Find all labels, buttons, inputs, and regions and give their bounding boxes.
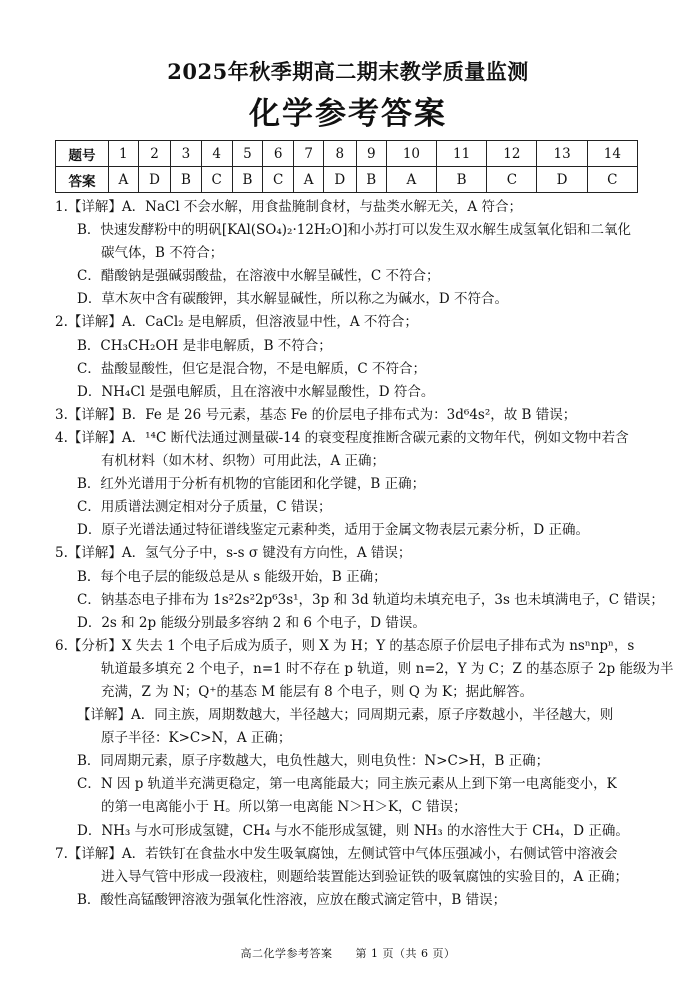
question-number-cell: 8 — [324, 141, 357, 167]
text-line: 碳气体，B 不符合； — [101, 245, 224, 262]
answer-cell: C — [487, 167, 537, 193]
text-line: 【详解】A．同主族，周期数越大，半径越大；同周期元素，原子序数越小，半径越大，则 — [77, 707, 614, 724]
question-number-cell: 3 — [171, 141, 201, 167]
question-number-cell: 6 — [262, 141, 293, 167]
question-number-cell: 12 — [487, 141, 537, 167]
text-line: 充满，Z 为 N；Q⁺的基态 M 能层有 8 个电子，则 Q 为 K；据此解答。 — [101, 683, 534, 700]
question-number-cell: 14 — [587, 141, 637, 167]
text-line: 4.【详解】A．¹⁴C 断代法通过测量碳-14 的衰变程度推断含碳元素的文物年代，例如文物中若含 — [55, 429, 629, 446]
text-line: B．每个电子层的能级总是从 s 能级开始，B 正确； — [77, 568, 387, 585]
text-line: C．醋酸钠是强碱弱酸盐，在溶液中水解呈碱性，C 不符合； — [77, 268, 440, 285]
text-line: B．同周期元素，原子序数越大，电负性越大，则电负性：N>C>H，B 正确； — [77, 753, 550, 770]
answer-row-label: 答案 — [56, 167, 109, 193]
text-line: D．草木灰中含有碳酸钾，其水解显碱性，所以称之为碱水，D 不符合。 — [77, 291, 508, 308]
question-number-cell: 1 — [109, 141, 139, 167]
text-line: B．快速发酵粉中的明矾[KAl(SO₄)₂·12H₂O]和小苏打可以发生双水解生成氢氧化铝和二氧化 — [77, 222, 631, 239]
text-line: 有机材料（如木材、织物）可用此法，A 正确； — [101, 453, 386, 470]
answer-cell: C — [201, 167, 232, 193]
text-line: 5.【详解】A．氢气分子中，s-s σ 键没有方向性，A 错误； — [55, 545, 412, 562]
text-line: 原子半径：K>C>N，A 正确； — [101, 730, 292, 747]
answer-cell: B — [232, 167, 262, 193]
question-number-cell: 5 — [232, 141, 262, 167]
text-line: 的第一电离能小于 H。所以第一电离能 N＞H＞K，C 错误； — [101, 799, 467, 816]
text-line: D．NH₃ 与水可形成氢键，CH₄ 与水不能形成氢键，则 NH₃ 的水溶性大于 CH₄，D 正确。 — [77, 822, 629, 839]
text-line: C．钠基态电子排布为 1s²2s²2p⁶3s¹，3p 和 3d 轨道均未填充电子，3s 也未填满电子，C 错误； — [77, 591, 664, 608]
question-number-cell: 7 — [294, 141, 324, 167]
text-line: 进入导气管中形成一段液柱，则题给装置能达到验证铁的吸氧腐蚀的实验目的，A 正确； — [101, 868, 629, 885]
answer-cell: B — [356, 167, 386, 193]
document-subtitle: 化学参考答案 — [249, 96, 447, 132]
question-number-cell: 2 — [138, 141, 171, 167]
document-title: 2025年秋季期高二期末教学质量监测 — [167, 59, 529, 84]
text-line: D．NH₄Cl 是强电解质，且在溶液中水解显酸性，D 符合。 — [77, 383, 435, 400]
answer-cell: D — [537, 167, 587, 193]
answer-table — [55, 140, 638, 193]
explanation-body — [55, 196, 674, 912]
text-line: 3.【详解】B．Fe 是 26 号元素，基态 Fe 的价层电子排布式为：3d⁶4s²，故 B 错误； — [55, 406, 577, 423]
answer-cell: B — [171, 167, 201, 193]
text-line: B．红外光谱用于分析有机物的官能团和化学键，B 正确； — [77, 476, 426, 493]
text-line: 轨道最多填充 2 个电子，n=1 时不存在 p 轨道，则 n=2，Y 为 C；Z 的基态原子 2p 能级为半 — [101, 660, 674, 677]
answer-cell: B — [437, 167, 487, 193]
question-number-cell: 10 — [386, 141, 436, 167]
answer-cell: C — [262, 167, 293, 193]
answer-cell: A — [386, 167, 436, 193]
answer-cell: D — [138, 167, 171, 193]
text-line: C．盐酸显酸性，但它是混合物，不是电解质，C 不符合； — [77, 360, 426, 377]
text-line: C．用质谱法测定相对分子质量，C 错误； — [77, 499, 332, 516]
question-number-cell: 9 — [356, 141, 386, 167]
text-line: 7.【详解】A．若铁钉在食盐水中发生吸氧腐蚀，左侧试管中气体压强减小，右侧试管中溶液会 — [55, 845, 618, 862]
answer-cell: A — [109, 167, 139, 193]
page-footer: 高二化学参考答案 第 1 页（共 6 页） — [240, 947, 456, 960]
text-line: C．N 因 p 轨道半充满更稳定，第一电离能最大；同主族元素从上到下第一电离能变小，K — [77, 776, 617, 793]
answer-table-number-row — [56, 141, 638, 167]
answer-cell: D — [324, 167, 357, 193]
text-line: 6.【分析】X 失去 1 个电子后成为质子，则 X 为 H；Y 的基态原子价层电子排布式为 nsⁿnpⁿ，s — [55, 637, 635, 654]
answer-table-answer-row — [56, 167, 638, 193]
text-line: 1.【详解】A．NaCl 不会水解，用食盐腌制食材，与盐类水解无关，A 符合； — [55, 199, 522, 215]
text-line: B．CH₃CH₂OH 是非电解质，B 不符合； — [77, 337, 332, 354]
question-number-cell: 4 — [201, 141, 232, 167]
text-line: B．酸性高锰酸钾溶液为强氧化性溶液，应放在酸式滴定管中，B 错误； — [77, 891, 507, 908]
question-number-cell: 13 — [537, 141, 587, 167]
number-row-label: 题号 — [56, 141, 109, 167]
text-line: 2.【详解】A．CaCl₂ 是电解质，但溶液显中性，A 不符合； — [55, 314, 418, 331]
text-line: D．原子光谱法通过特征谱线鉴定元素种类，适用于金属文物表层元素分析，D 正确。 — [77, 522, 589, 539]
answer-cell: A — [294, 167, 324, 193]
question-number-cell: 11 — [437, 141, 487, 167]
text-line: D．2s 和 2p 能级分别最多容纳 2 和 6 个电子，D 错误。 — [77, 614, 426, 631]
answer-cell: C — [587, 167, 637, 193]
